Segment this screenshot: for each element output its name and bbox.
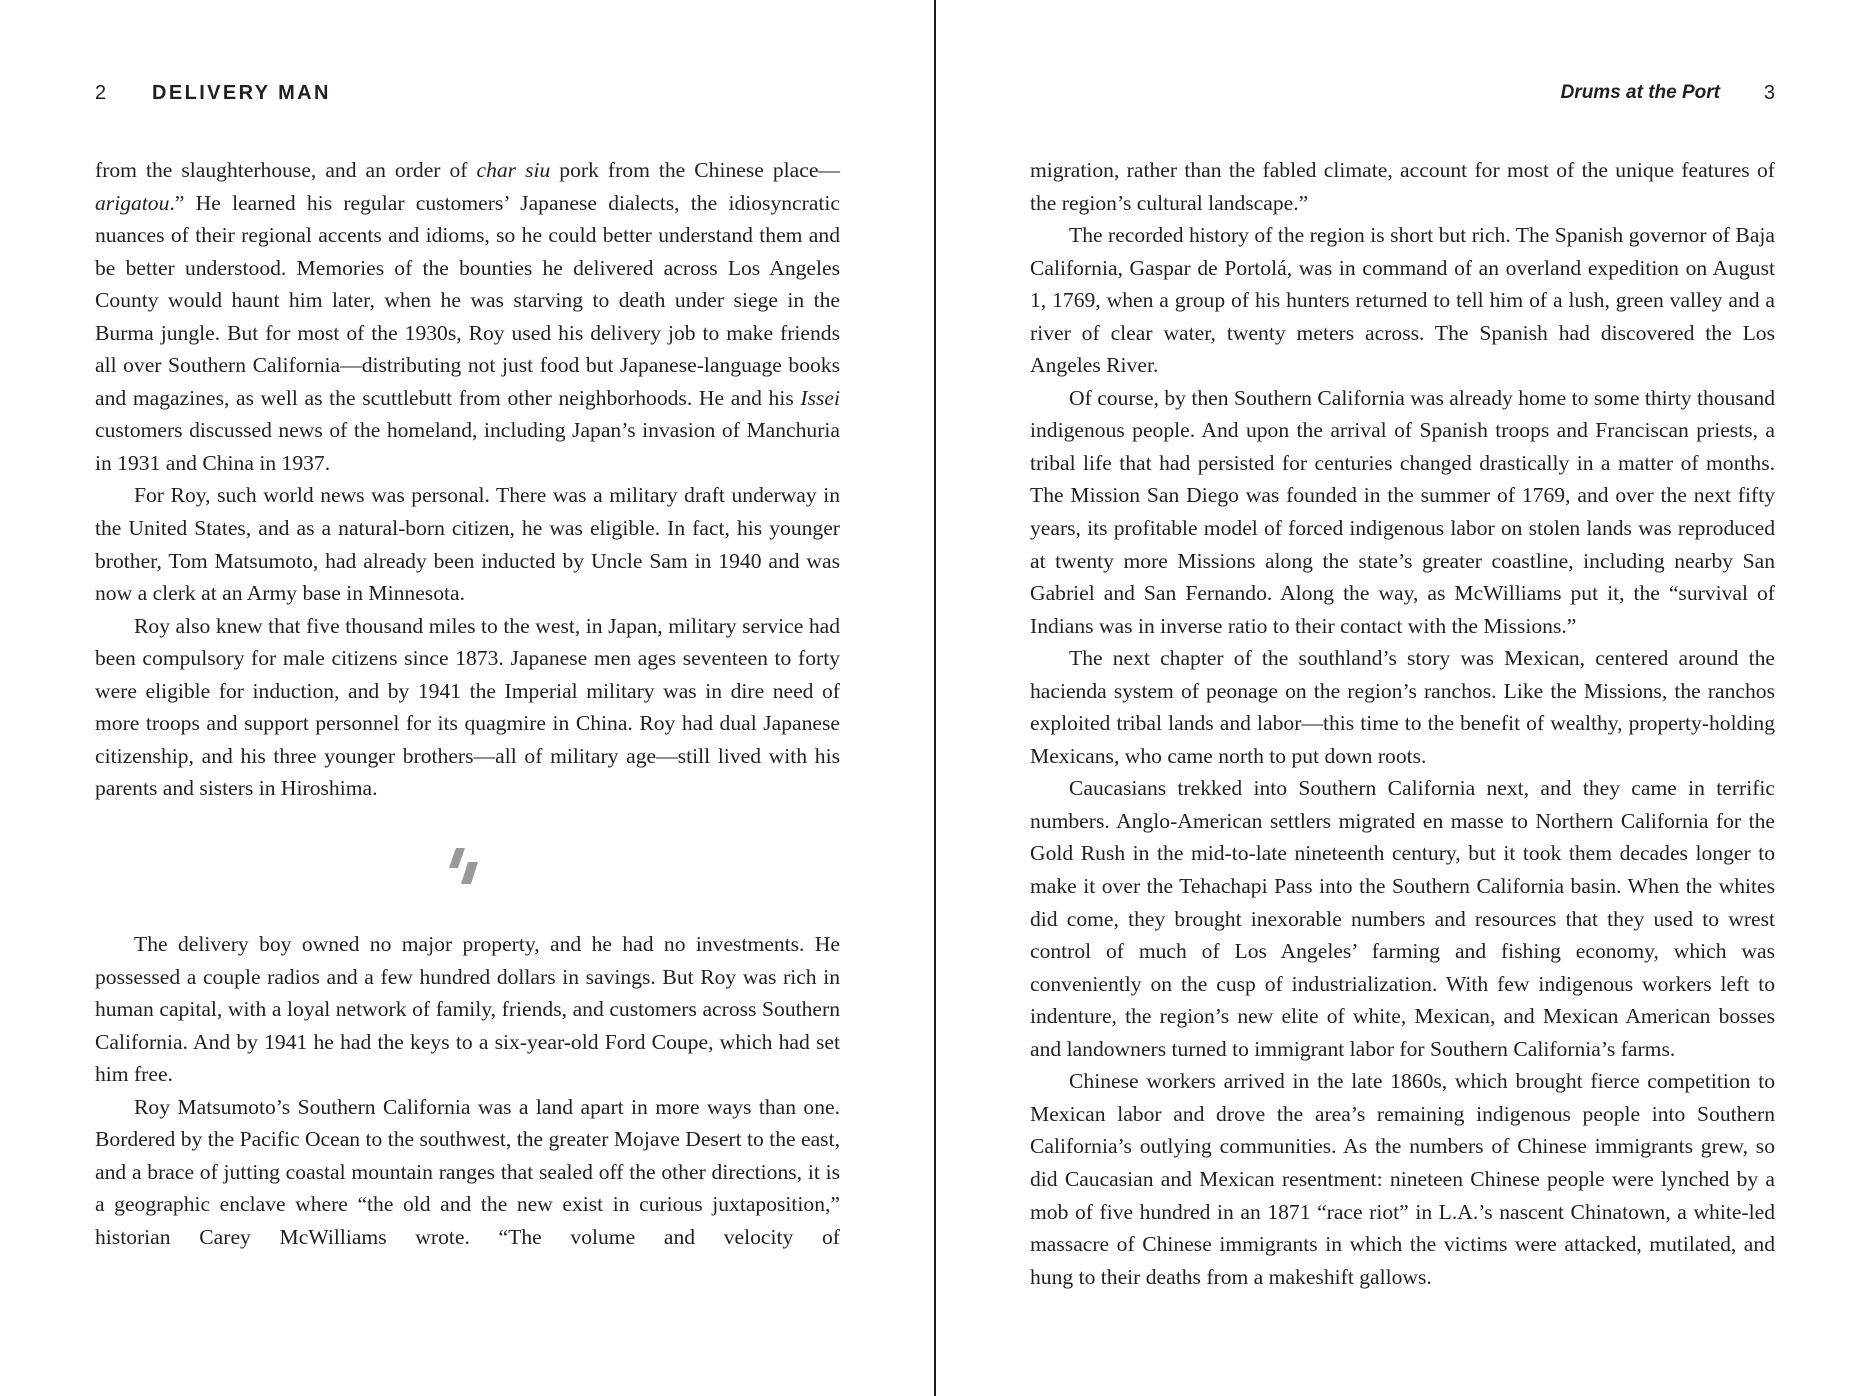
chapter-title: Drums at the Port [1560, 82, 1720, 103]
body-text [95, 928, 840, 1253]
body-text [1030, 154, 1775, 1293]
paragraph: The next chapter of the southland’s story was Mexican, centered around the hacienda system of peonage on the region’s ranchos. Like the Missions, the ranchos exploited tribal lands and labor—this time to the benefit of wealthy, property-holding Mexicans, who came north to put down roots. [1030, 646, 1775, 768]
italic-term: Issei [800, 385, 840, 410]
left-running-head [95, 78, 840, 108]
page-number: 2 [95, 82, 107, 104]
paragraph: migration, rather than the fabled climate, account for most of the unique features of the region’s cultural landscape.” [1030, 158, 1775, 215]
paragraph: Roy Matsumoto’s Southern California was a land apart in more ways than one. Bordered by the Pacific Ocean to the southwest, the greater Mojave Desert to the east, and a brace of jutting coastal mountain ranges that sealed off the other directions, it is a geographic enclave where “the old and the new exist in curious juxtaposition,” historian Carey McWilliams wrote. “The volume and velocity of [95, 1094, 840, 1249]
paragraph: Chinese workers arrived in the late 1860s, which brought fierce competition to Mexican labor and drove the area’s remaining indigenous people into Southern California’s outlying communities. As the numbers of Chinese immigrants grew, so did Caucasian and Mexican resentment: nineteen Chinese people were lynched by a mob of five hundred in an 1871 “race riot” in L.A.’s nascent Chinatown, a white-led massacre of Chinese immigrants in which the victims were attacked, mutilated, and hung to their deaths from a makeshift gallows. [1030, 1069, 1775, 1289]
right-page [1030, 0, 1775, 1396]
paragraph: The recorded history of the region is short but rich. The Spanish governor of Baja California, Gaspar de Portolá, was in command of an overland expedition on August 1, 1769, when a group of his hunters returned to tell him of a lush, green valley and a river of clear water, twenty meters across. The Spanish had discovered the Los Angeles River. [1030, 223, 1775, 378]
page-number: 3 [1763, 82, 1775, 104]
book-title: DELIVERY MAN [152, 82, 331, 104]
body-text [95, 154, 840, 805]
right-running-head [1030, 78, 1775, 108]
paragraph: Caucasians trekked into Southern California next, and they came in terrific numbers. Anglo-American settlers migrated en masse to Northern California for the Gold Rush in the mid-to-late nineteenth century, but it took them decades longer to make it over the Tehachapi Pass into the Southern California basin. When the whites did come, they brought inexorable numbers and resources that they used to wrest control of much of Los Angeles’ farming and fishing economy, which was conveniently on the cusp of industrialization. With few indigenous workers left to indenture, the region’s new elite of white, Mexican, and Mexican American bosses and landowners turned to immigrant labor for Southern California’s farms. [1030, 776, 1775, 1061]
italic-term: arigatou [95, 190, 170, 215]
left-page [95, 0, 840, 1396]
paragraph: from the slaughterhouse, and an order of char siu pork from the Chinese place—arigatou.” He learned his regular customers’ Japanese dialects, the idiosyncratic nuances of their regional accents and idioms, so he could better understand them and be better understood. Memories of the bounties he delivered across Los Angeles County would haunt him later, when he was starving to death under siege in the Burma jungle. But for most of the 1930s, Roy used his delivery job to make friends all over Southern California—distributing not just food but Japanese-language books and magazines, as well as the scuttlebutt from other neighborhoods. He and his Issei customers discussed news of the homeland, including Japan’s invasion of Manchuria in 1931 and China in 1937. [95, 158, 840, 475]
paragraph: Roy also knew that five thousand miles to the west, in Japan, military service had been compulsory for male citizens since 1873. Japanese men ages seventeen to forty were eligible for induction, and by 1941 the Imperial military was in dire need of more troops and support personnel for its quagmire in China. Roy had dual Japanese citizenship, and his three younger brothers—all of military age—still lived with his parents and sisters in Hiroshima. [95, 613, 840, 801]
italic-term: char siu [476, 158, 551, 182]
section-break-ornament-icon [444, 846, 484, 886]
paragraph: The delivery boy owned no major property, and he had no investments. He possessed a couple radios and a few hundred dollars in savings. But Roy was rich in human capital, with a loyal network of family, friends, and customers across Southern California. And by 1941 he had the keys to a six-year-old Ford Coupe, which had set him free. [95, 932, 840, 1087]
gutter-divider [934, 0, 936, 1396]
paragraph: For Roy, such world news was personal. There was a military draft underway in the United States, and as a natural-born citizen, he was eligible. In fact, his younger brother, Tom Matsumoto, had already been inducted by Uncle Sam in 1940 and was now a clerk at an Army base in Minnesota. [95, 483, 840, 606]
paragraph: Of course, by then Southern California was already home to some thirty thousand indigenous people. And upon the arrival of Spanish troops and Franciscan priests, a tribal life that had persisted for centuries changed drastically in a matter of months. The Mission San Diego was founded in the summer of 1769, and over the next fifty years, its profitable model of forced indigenous labor on stolen lands was reproduced at twenty more Missions along the state’s greater coastline, including nearby San Gabriel and San Fernando. Along the way, as McWilliams put it, the “survival of Indians was in inverse ratio to their contact with the Missions.” [1030, 385, 1775, 638]
